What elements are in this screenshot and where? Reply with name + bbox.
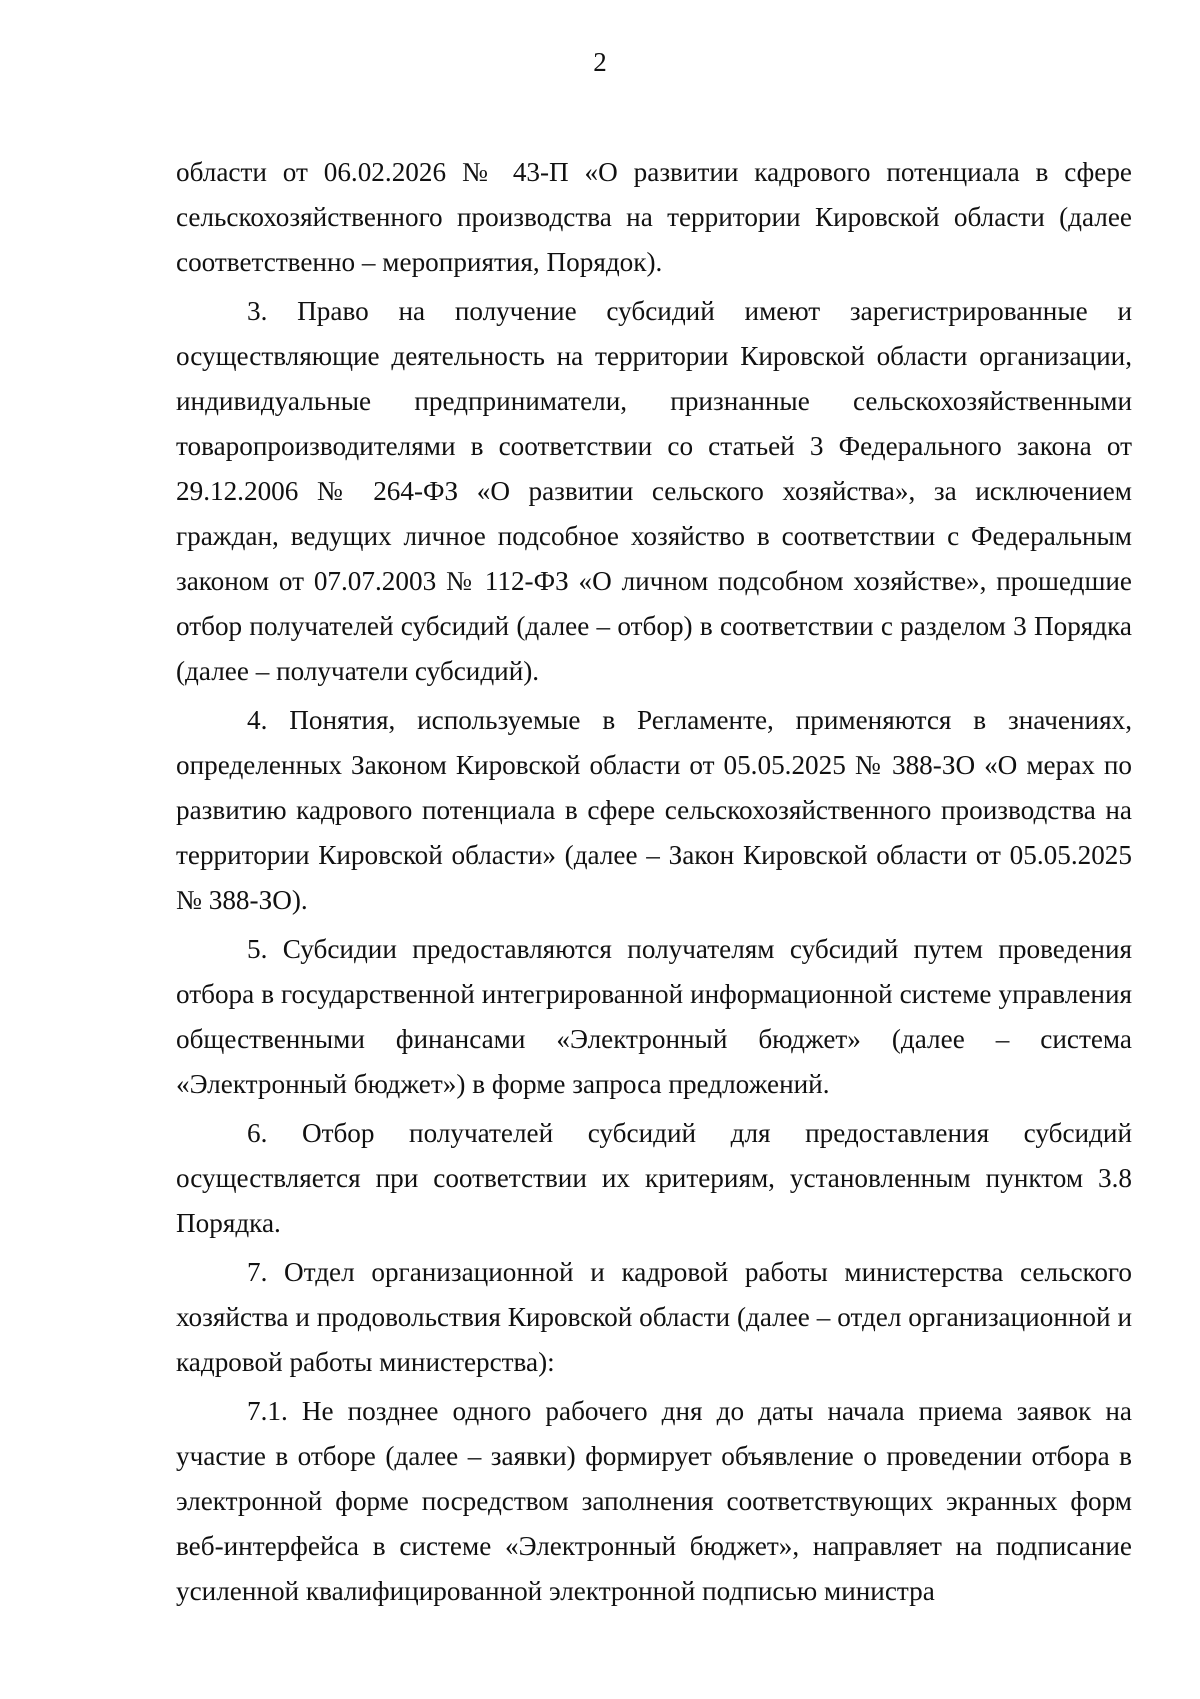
document-body bbox=[176, 150, 1132, 1618]
paragraph-item-7-1: 7.1. Не позднее одного рабочего дня до даты начала приема заявок на участие в отборе (далее – заявки) формирует объявление о проведении отбора в электронной форме посредством заполнения соответствующих экранных форм веб-интерфейса в системе «Электронный бюджет», направляет на подписание усиленной квалифицированной электронной подписью министра bbox=[176, 1396, 1132, 1606]
paragraph-item-7: 7. Отдел организационной и кадровой работы министерства сельского хозяйства и продовольствия Кировской области (далее – отдел организационной и кадровой работы министерства): bbox=[176, 1257, 1132, 1377]
paragraph-item-5: 5. Субсидии предоставляются получателям субсидий путем проведения отбора в государственной интегрированной информационной системе управления общественными финансами «Электронный бюджет» (далее – система «Электронный бюджет») в форме запроса предложений. bbox=[176, 934, 1132, 1099]
paragraph-continuation: области от 06.02.2026 № 43-П «О развитии кадрового потенциала в сфере сельскохозяйственного производства на территории Кировской области (далее соответственно – мероприятия, Порядок). bbox=[176, 157, 1132, 277]
paragraph-item-6: 6. Отбор получателей субсидий для предоставления субсидий осуществляется при соответствии их критериям, установленным пунктом 3.8 Порядка. bbox=[176, 1118, 1132, 1238]
paragraph-item-4: 4. Понятия, используемые в Регламенте, применяются в значениях, определенных Законом Кировской области от 05.05.2025 № 388-ЗО «О мерах по развитию кадрового потенциала в сфере сельскохозяйственного производства на территории Кировской области» (далее – Закон Кировской области от 05.05.2025 № 388-ЗО). bbox=[176, 705, 1132, 915]
page-number: 2 bbox=[593, 47, 607, 77]
paragraph-item-3: 3. Право на получение субсидий имеют зарегистрированные и осуществляющие деятельность на территории Кировской области организации, индивидуальные предприниматели, признанные сельскохозяйственными товаропроизводителями в соответствии со статьей 3 Федерального закона от 29.12.2006 № 264-ФЗ «О развитии сельского хозяйства», за исключением граждан, ведущих личное подсобное хозяйство в соответствии с Федеральным законом от 07.07.2003 № 112-ФЗ «О личном подсобном хозяйстве», прошедшие отбор получателей субсидий (далее – отбор) в соответствии с разделом 3 Порядка (далее – получатели субсидий). bbox=[176, 296, 1132, 686]
